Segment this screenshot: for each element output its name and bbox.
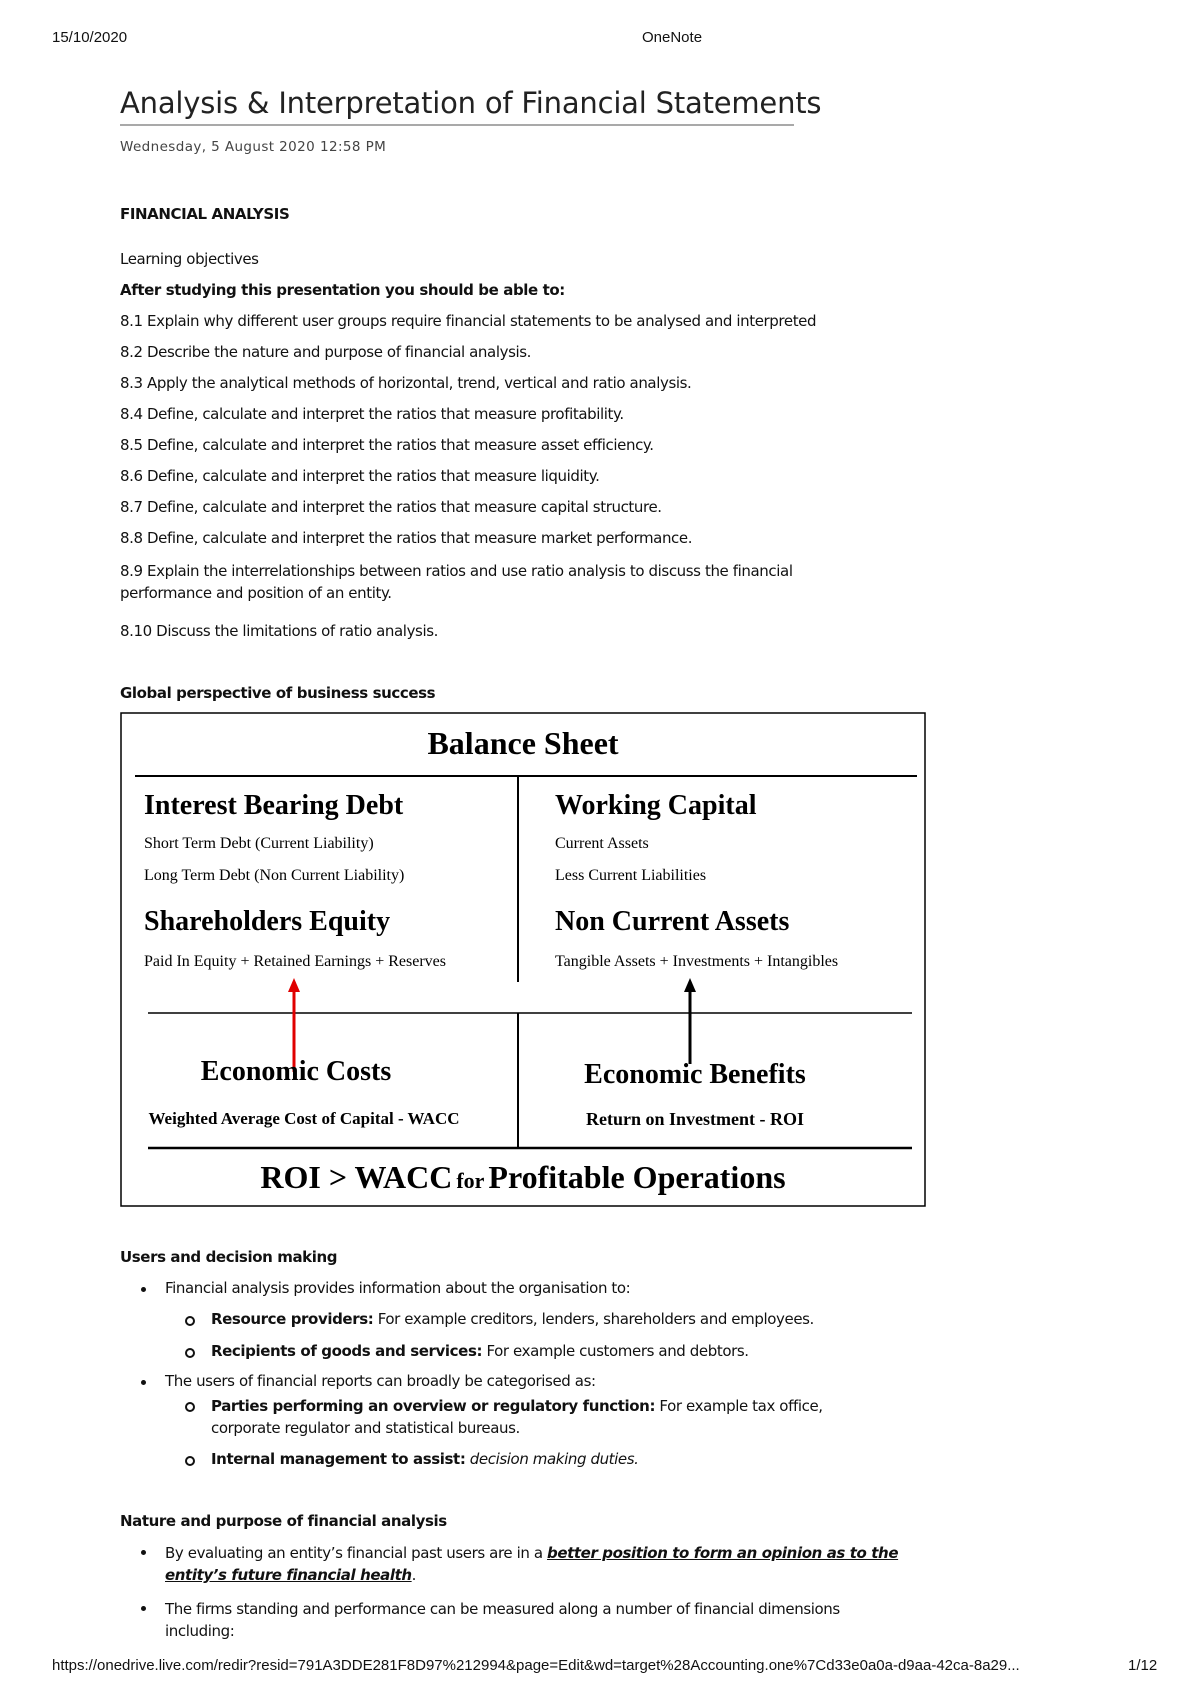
users-bullet-2: The users of financial reports can broadly be categorised as: [165,1372,596,1390]
users-bullet-1b [211,1342,749,1360]
bullet-circle [185,1402,195,1412]
economic-costs-line: Weighted Average Cost of Capital - WACC [148,1109,460,1128]
page-title: Analysis & Interpretation of Financial Statements [120,86,822,120]
balance-sheet-diagram [120,712,926,1207]
roi-wacc-statement [260,1159,785,1195]
objective-item: 8.10 Discuss the limitations of ratio analysis. [120,622,439,640]
nature-bullet-1-end: . [411,1566,417,1584]
objectives-intro: After studying this presentation you should be able to: [120,281,565,299]
bullet-dot [141,1606,146,1611]
financial-analysis-heading: FINANCIAL ANALYSIS [120,205,290,223]
economic-benefits-line: Return on Investment - ROI [586,1109,804,1129]
working-capital-line-2: Less Current Liabilities [555,867,707,884]
note-date: Wednesday, 5 August 2020 [120,139,316,155]
print-app-name: OneNote [642,29,703,46]
global-perspective-heading: Global perspective of business success [120,684,436,702]
diagram-title: Balance Sheet [427,725,619,761]
roi-wacc-for: for [456,1168,485,1193]
objective-item: 8.6 Define, calculate and interpret the ratios that measure liquidity. [120,467,600,485]
economic-benefits-title: Economic Benefits [584,1059,806,1090]
bullet-dot [141,1380,146,1385]
users-bullet-1a-text: For example creditors, lenders, shareholders and employees. [373,1310,814,1328]
users-bullet-2b-text: decision making duties. [465,1450,639,1468]
non-current-assets-line: Tangible Assets + Investments + Intangibles [555,953,839,970]
users-bullet-1: Financial analysis provides information about the organisation to: [165,1279,631,1297]
nature-bullet-1-emphasis: better position to form an opinion as to the entity’s future financial health [165,1544,899,1584]
roi-wacc-part: ROI > WACC [260,1159,453,1195]
note-time: 12:58 PM [320,139,387,155]
users-bullet-2b-bold: Internal management to assist: [211,1450,466,1468]
bullet-circle [185,1456,195,1466]
working-capital-line-1: Current Assets [555,835,649,852]
debt-line-1: Short Term Debt (Current Liability) [144,835,374,852]
debt-line-2: Long Term Debt (Non Current Liability) [144,867,405,884]
nature-bullet-2: The firms standing and performance can be measured along a number of financial dimensions including: [165,1600,840,1640]
objective-item: 8.4 Define, calculate and interpret the ratios that measure profitability. [120,405,624,423]
roi-wacc-profitable: Profitable Operations [488,1159,786,1195]
objective-item: 8.5 Define, calculate and interpret the ratios that measure asset efficiency. [120,436,654,454]
print-date: 15/10/2020 [52,29,128,46]
objective-item: 8.1 Explain why different user groups require financial statements to be analysed and interpreted [120,312,817,330]
users-bullet-1b-bold: Recipients of goods and services: [211,1342,483,1360]
bullet-circle [185,1348,195,1358]
bullet-dot [141,1550,146,1555]
learning-objectives-label: Learning objectives [120,250,259,268]
debt-title: Interest Bearing Debt [144,790,404,821]
users-bullet-2a [211,1395,891,1439]
users-bullet-1a [211,1310,814,1328]
print-url: https://onedrive.live.com/redir?resid=791A3DDE281F8D97%212994&page=Edit&wd=target%28Accounting.one%7Cd33e0a0a-d9aa-42ca-8a29... [52,1657,1020,1674]
print-page-number: 1/12 [1128,1657,1158,1674]
nature-bullet-1-text: By evaluating an entity’s financial past users are in a [165,1544,548,1562]
economic-costs-title: Economic Costs [200,1056,392,1087]
objective-item: 8.2 Describe the nature and purpose of financial analysis. [120,343,532,361]
objective-item: 8.7 Define, calculate and interpret the ratios that measure capital structure. [120,498,662,516]
nature-bullet-1 [165,1542,905,1586]
bullet-dot [141,1287,146,1292]
bullet-circle [185,1316,195,1326]
users-bullet-1b-text: For example customers and debtors. [482,1342,749,1360]
objective-item: 8.8 Define, calculate and interpret the ratios that measure market performance. [120,529,693,547]
users-bullet-2b [211,1450,639,1468]
objective-item: 8.9 Explain the interrelationships between ratios and use ratio analysis to discuss the financial performance and position of an entity. [120,562,793,602]
users-bullet-2a-bold: Parties performing an overview or regulatory function: [211,1397,656,1415]
title-underline [120,124,794,126]
users-bullet-2a-text: For example tax office, corporate regulator and statistical bureaus. [211,1397,823,1437]
equity-title: Shareholders Equity [144,906,391,937]
users-heading: Users and decision making [120,1248,338,1266]
equity-line: Paid In Equity + Retained Earnings + Reserves [144,953,446,970]
non-current-assets-title: Non Current Assets [555,906,790,937]
objective-item: 8.3 Apply the analytical methods of horizontal, trend, vertical and ratio analysis. [120,374,692,392]
users-bullet-1a-bold: Resource providers: [211,1310,374,1328]
nature-heading: Nature and purpose of financial analysis [120,1512,447,1530]
working-capital-title: Working Capital [555,790,757,821]
